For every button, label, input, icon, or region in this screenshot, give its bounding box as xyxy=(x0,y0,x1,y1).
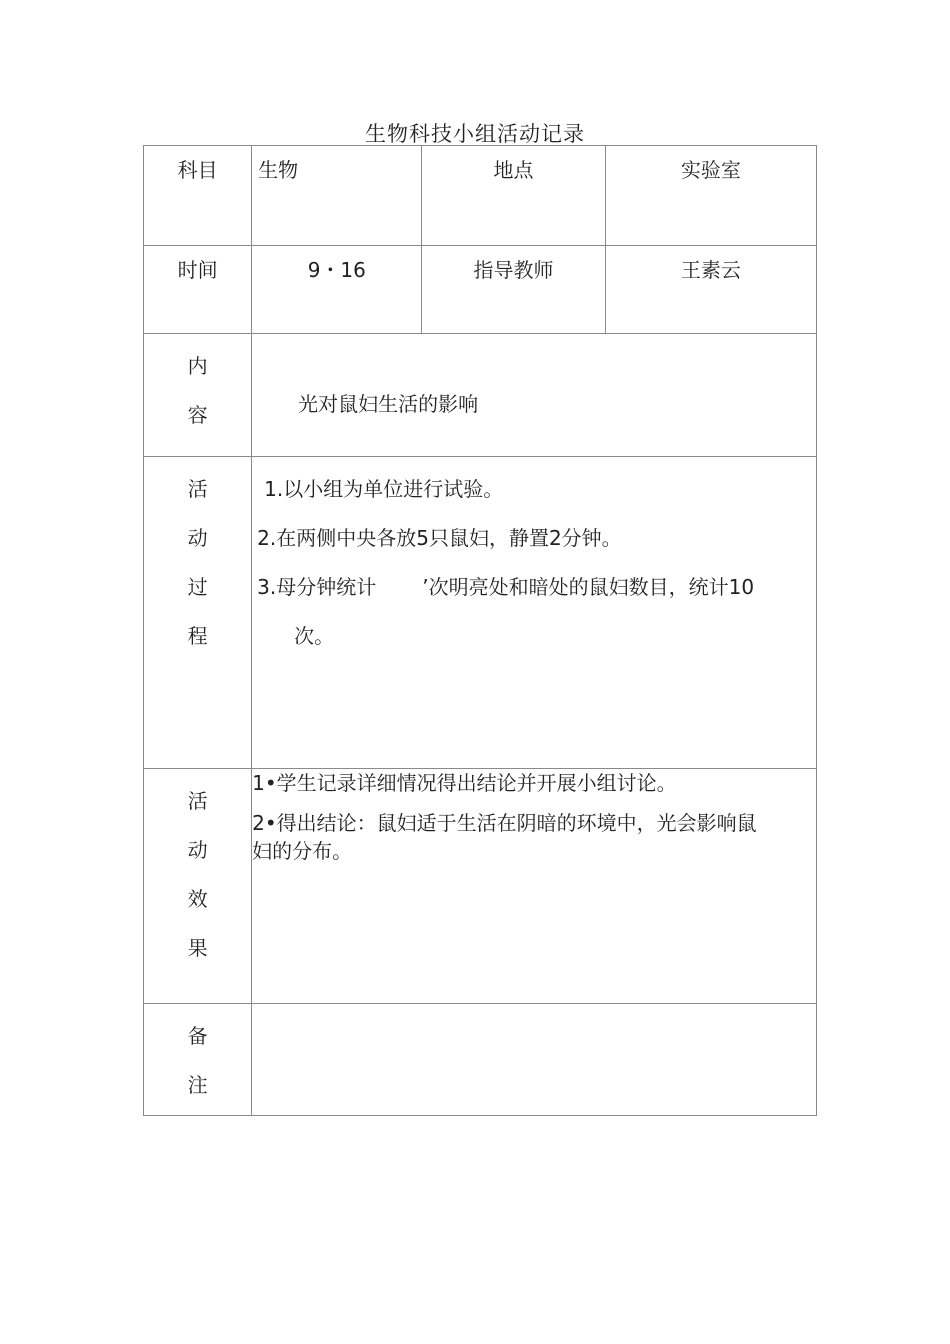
row-effect xyxy=(144,769,817,1004)
process-label xyxy=(144,457,252,769)
row-subject-location xyxy=(144,146,817,246)
content-label-char: 内 xyxy=(187,354,208,378)
process-step-3-part-a: 3.母分钟统计 xyxy=(257,575,377,599)
process-step-1: 1.以小组为单位进行试验。 xyxy=(264,477,504,501)
subject-label: 科目 xyxy=(144,146,252,246)
content-label xyxy=(144,334,252,457)
document-title: 生物科技小组活动记录 xyxy=(365,122,585,146)
process-step-3-part-b: ’次明亮处和暗处的鼠妇数目，统计10 xyxy=(422,575,755,599)
content-cell xyxy=(252,334,817,457)
effect-cell xyxy=(252,769,817,1004)
process-step-3 xyxy=(252,563,816,612)
remarks-label xyxy=(144,1004,252,1116)
location-value: 实验室 xyxy=(605,146,816,246)
process-label-char: 过 xyxy=(187,575,208,599)
process-cell xyxy=(252,457,817,769)
process-step-3-continued: 次。 xyxy=(294,624,335,648)
teacher-value: 王素云 xyxy=(605,246,816,334)
effect-label-char: 动 xyxy=(187,838,208,862)
row-content xyxy=(144,334,817,457)
process-label-char: 动 xyxy=(187,526,208,550)
effect-label-char: 效 xyxy=(187,887,208,911)
time-label: 时间 xyxy=(144,246,252,334)
remarks-value xyxy=(252,1004,817,1116)
process-label-char: 活 xyxy=(187,477,208,501)
effect-item-2: 2•得出结论：鼠妇适于生活在阴暗的环境中，光会影响鼠 xyxy=(252,811,757,835)
effect-label xyxy=(144,769,252,1004)
teacher-label: 指导教师 xyxy=(422,246,605,334)
activity-record-table xyxy=(143,145,817,1116)
process-step-2: 2.在两侧中央各放5只鼠妇，静置2分钟。 xyxy=(257,526,622,550)
subject-value: 生物 xyxy=(252,146,422,246)
remarks-label-char: 备 xyxy=(187,1024,208,1048)
row-process xyxy=(144,457,817,769)
process-label-char: 程 xyxy=(187,624,208,648)
row-time-teacher xyxy=(144,246,817,334)
remarks-label-char: 注 xyxy=(187,1073,208,1097)
time-value: 9・16 xyxy=(252,246,422,334)
location-label: 地点 xyxy=(422,146,605,246)
content-label-char: 容 xyxy=(187,403,208,427)
effect-label-char: 活 xyxy=(187,789,208,813)
effect-item-2-continued: 妇的分布。 xyxy=(252,839,353,863)
content-value: 光对鼠妇生活的影响 xyxy=(298,392,479,416)
effect-item-1: 1•学生记录详细情况得出结论并开展小组讨论。 xyxy=(252,771,677,795)
row-remarks xyxy=(144,1004,817,1116)
effect-label-char: 果 xyxy=(187,936,208,960)
